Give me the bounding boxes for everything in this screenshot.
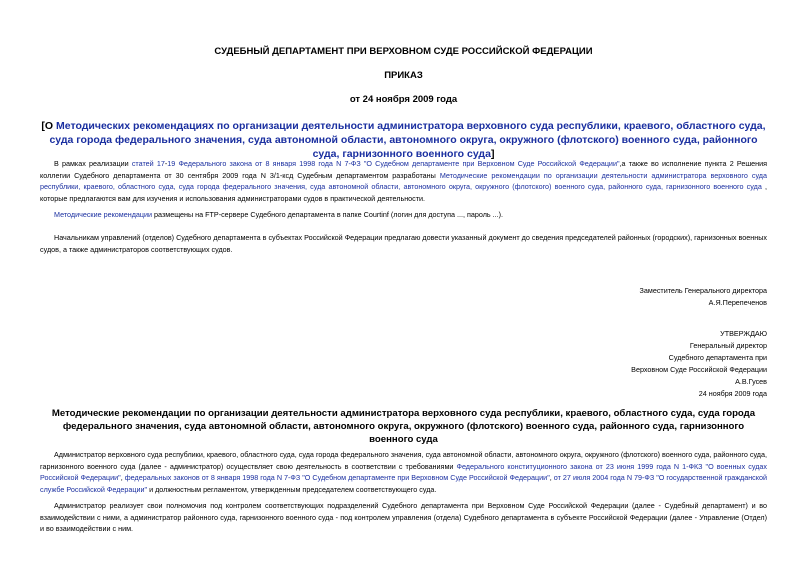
para2-text: размещены на FTP-сервере Судебного департамента в папке Courtinf (логин для доступа ..., пароль ...). [152, 210, 504, 219]
title-bracket-close: ] [490, 148, 495, 160]
recommendations-short-link[interactable]: Методические рекомендации [54, 210, 153, 219]
paragraph-4 [40, 449, 767, 495]
approval-line-4: Верховном Суде Российской Федерации [631, 365, 767, 374]
para1-text-1: В рамках реализации [54, 159, 132, 168]
section-title: Методические рекомендации по организации деятельности администратора верховного суда республики, краевого, областного суда, суда города федерального значения, суда автономной области, автономного округа, окружного (флотского) военного суда, районного суда, гарнизонного военного суда [51, 408, 756, 445]
org-heading: СУДЕБНЫЙ ДЕПАРТАМЕНТ ПРИ ВЕРХОВНОМ СУДЕ РОССИЙСКОЙ ФЕДЕРАЦИИ [214, 46, 593, 57]
para4-text-4: и должностным регламентом, утвержденным председателем соответствующего суда. [147, 484, 437, 494]
signature-name: А.Я.Перепеченов [708, 298, 767, 307]
approval-line-5: А.В.Гусев [735, 377, 767, 386]
approval-line-3: Судебного департамента при [668, 353, 767, 362]
doc-date: от 24 ноября 2009 года [349, 94, 458, 105]
para4-text-2: , [120, 473, 125, 483]
recommendations-link[interactable]: Методические рекомендации по организации деятельности администратора верховного суда республики, краевого, областного суда, суда города федерального значения, суда автономной области, автономного округа, окружного (флотского) военного суда, районного суда, гарнизонного военного суда [40, 170, 768, 192]
title-bracket-open: [О [41, 120, 57, 132]
signature-position: Заместитель Генерального директора [639, 286, 767, 295]
paragraph-3: Начальникам управлений (отделов) Судебного департамента в субъектах Российской Федерации предлагаю довести указанный документ до сведения председателей районных (городских), гарнизонных военных судов, а также администраторов соответствующих судов. [40, 233, 767, 254]
title-link[interactable]: Методических рекомендациях по организации деятельности администратора верховного суда республики, краевого, областного суда, суда города федерального значения, суда автономной области, автономного округа, окружного (флотского) военного суда, районного суда, гарнизонного военного суда [49, 120, 766, 160]
doc-type: ПРИКАЗ [384, 70, 423, 81]
paragraph-2 [40, 209, 767, 221]
paragraph-5: Администратор реализует свои полномочия под контролем соответствующих подразделений Судебного департамента при Верховном Суде Российской Федерации (далее - Судебный департамент) и во взаимодействии с ними, а администратор районного суда, гарнизонного военного суда - под контролем управления (отдела) Судебного департамента в субъекте Российской Федерации (далее - Управление (Отдел) и во взаимодействии с ним. [40, 501, 767, 534]
para4-text-1: Администратор верховного суда республики, краевого, областного суда, суда города федерального значения, суда автономной области, автономного округа, окружного (флотского) военного суда, районного суда, гарнизонного военного суда (далее - администратор) осуществляет свою деятельность в соответствии с требованиями [40, 450, 767, 471]
para4-text-3: , [549, 473, 554, 483]
document-title [40, 119, 767, 161]
fz-civil-service-link[interactable]: от 27 июля 2004 года N 79-ФЗ "О государственной гражданской службе Российской Федерации" [40, 473, 768, 494]
para1-text-3: ,а также во исполнение пункта 2 Решения коллегии Судебного департамента от 30 сентября 2009 года N 3/1-ксд Судебным департаментом разработаны [40, 159, 767, 180]
law-link-art17[interactable]: статей 17 [131, 159, 165, 168]
approval-line-1: УТВЕРЖДАЮ [720, 329, 767, 338]
approval-line-6: 24 ноября 2009 года [698, 389, 767, 398]
fkz-military-courts-link[interactable]: Федерального конституционного закона от 23 июня 1999 года N 1-ФКЗ "О военных судах Российской Федерации" [40, 461, 767, 483]
para1-text-4: , которые предлагаются вам для изучения и использования администраторами судов в практической деятельности. [40, 182, 768, 203]
law-link-art19[interactable]: 19 Федерального закона от 8 января 1998 года N 7-ФЗ "О Судебном департаменте при Верховном Суде Российской Федерации" [167, 159, 620, 168]
fz-judicial-dept-link[interactable]: федеральных законов от 8 января 1998 года N 7-ФЗ "О Судебном департаменте при Верховном Суде Российской Федерации" [124, 473, 550, 483]
paragraph-1 [40, 158, 767, 204]
para1-text-2: - [164, 159, 168, 168]
approval-line-2: Генеральный директор [689, 341, 767, 350]
